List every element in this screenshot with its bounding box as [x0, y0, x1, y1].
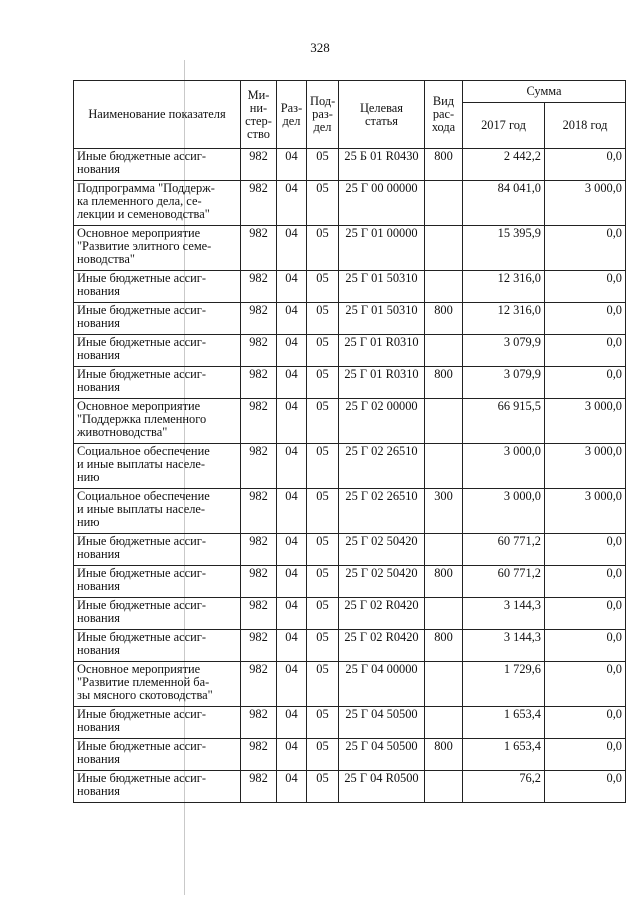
- row-sum-2017: 84 041,0: [463, 181, 545, 226]
- table-row: [74, 271, 626, 303]
- row-section: 04: [277, 226, 307, 271]
- row-sum-2018: 0,0: [545, 662, 626, 707]
- header-section: Раз- дел: [277, 81, 307, 149]
- row-sum-2017: 66 915,5: [463, 399, 545, 444]
- table-row: [74, 367, 626, 399]
- row-ministry: 982: [241, 444, 277, 489]
- row-sum-2017: 12 316,0: [463, 303, 545, 335]
- row-section: 04: [277, 399, 307, 444]
- row-name: Основное мероприятие "Развитие племенной ба- зы мясного скотоводства": [74, 662, 241, 707]
- row-expense-type: 800: [425, 739, 463, 771]
- row-sum-2017: 3 000,0: [463, 489, 545, 534]
- row-sum-2017: 3 144,3: [463, 598, 545, 630]
- row-section: 04: [277, 598, 307, 630]
- row-name: Социальное обеспечение и иные выплаты населе- нию: [74, 444, 241, 489]
- row-ministry: 982: [241, 489, 277, 534]
- row-section: 04: [277, 662, 307, 707]
- row-target: 25 Г 02 26510: [339, 489, 425, 534]
- row-subsection: 05: [307, 335, 339, 367]
- row-ministry: 982: [241, 149, 277, 181]
- row-sum-2018: 0,0: [545, 739, 626, 771]
- row-target: 25 Г 01 R0310: [339, 335, 425, 367]
- row-ministry: 982: [241, 630, 277, 662]
- row-name: Иные бюджетные ассиг- нования: [74, 367, 241, 399]
- row-sum-2017: 60 771,2: [463, 534, 545, 566]
- row-sum-2018: 0,0: [545, 598, 626, 630]
- row-name: Иные бюджетные ассиг- нования: [74, 303, 241, 335]
- row-ministry: 982: [241, 181, 277, 226]
- table-row: [74, 598, 626, 630]
- row-ministry: 982: [241, 662, 277, 707]
- row-ministry: 982: [241, 598, 277, 630]
- row-sum-2017: 2 442,2: [463, 149, 545, 181]
- row-target: 25 Г 01 00000: [339, 226, 425, 271]
- table-row: [74, 566, 626, 598]
- table-row: [74, 335, 626, 367]
- header-subsection: Под- раз- дел: [307, 81, 339, 149]
- row-section: 04: [277, 566, 307, 598]
- row-name: Основное мероприятие "Поддержка племенного животноводства": [74, 399, 241, 444]
- row-sum-2018: 0,0: [545, 367, 626, 399]
- table-row: [74, 149, 626, 181]
- table-row: [74, 489, 626, 534]
- header-year-2017: 2017 год: [463, 103, 545, 149]
- row-expense-type: 800: [425, 630, 463, 662]
- row-sum-2017: 1 729,6: [463, 662, 545, 707]
- row-name: Иные бюджетные ассиг- нования: [74, 598, 241, 630]
- row-sum-2018: 0,0: [545, 566, 626, 598]
- row-subsection: 05: [307, 771, 339, 803]
- row-subsection: 05: [307, 444, 339, 489]
- table-row: [74, 771, 626, 803]
- row-section: 04: [277, 149, 307, 181]
- row-target: 25 Г 01 R0310: [339, 367, 425, 399]
- row-expense-type: [425, 271, 463, 303]
- row-subsection: 05: [307, 707, 339, 739]
- row-subsection: 05: [307, 399, 339, 444]
- row-sum-2018: 0,0: [545, 271, 626, 303]
- row-subsection: 05: [307, 303, 339, 335]
- header-name: Наименование показателя: [74, 81, 241, 149]
- row-ministry: 982: [241, 271, 277, 303]
- row-name: Иные бюджетные ассиг- нования: [74, 707, 241, 739]
- row-expense-type: [425, 598, 463, 630]
- row-sum-2018: 0,0: [545, 534, 626, 566]
- row-sum-2017: 60 771,2: [463, 566, 545, 598]
- row-subsection: 05: [307, 598, 339, 630]
- table-row: [74, 303, 626, 335]
- row-section: 04: [277, 489, 307, 534]
- row-subsection: 05: [307, 367, 339, 399]
- row-target: 25 Г 01 50310: [339, 303, 425, 335]
- row-sum-2017: 12 316,0: [463, 271, 545, 303]
- row-target: 25 Г 01 50310: [339, 271, 425, 303]
- row-ministry: 982: [241, 739, 277, 771]
- row-subsection: 05: [307, 149, 339, 181]
- row-expense-type: [425, 444, 463, 489]
- header-ministry: Ми- ни- стер- ство: [241, 81, 277, 149]
- row-target: 25 Г 02 50420: [339, 534, 425, 566]
- table-row: [74, 630, 626, 662]
- row-name: Иные бюджетные ассиг- нования: [74, 771, 241, 803]
- row-section: 04: [277, 444, 307, 489]
- header-expense-type: Вид рас- хода: [425, 81, 463, 149]
- row-expense-type: [425, 226, 463, 271]
- row-name: Иные бюджетные ассиг- нования: [74, 566, 241, 598]
- row-expense-type: 300: [425, 489, 463, 534]
- row-sum-2018: 0,0: [545, 630, 626, 662]
- row-target: 25 Б 01 R0430: [339, 149, 425, 181]
- row-sum-2018: 3 000,0: [545, 489, 626, 534]
- row-sum-2018: 3 000,0: [545, 444, 626, 489]
- row-expense-type: [425, 707, 463, 739]
- row-target: 25 Г 02 R0420: [339, 598, 425, 630]
- row-section: 04: [277, 707, 307, 739]
- row-section: 04: [277, 181, 307, 226]
- row-section: 04: [277, 771, 307, 803]
- table-row: [74, 181, 626, 226]
- row-ministry: 982: [241, 226, 277, 271]
- row-section: 04: [277, 739, 307, 771]
- header-year-2018: 2018 год: [545, 103, 626, 149]
- row-target: 25 Г 04 50500: [339, 739, 425, 771]
- row-target: 25 Г 00 00000: [339, 181, 425, 226]
- table-row: [74, 662, 626, 707]
- row-ministry: 982: [241, 367, 277, 399]
- row-sum-2017: 3 079,9: [463, 335, 545, 367]
- budget-table: [73, 80, 626, 803]
- row-name: Иные бюджетные ассиг- нования: [74, 271, 241, 303]
- row-subsection: 05: [307, 566, 339, 598]
- table-row: [74, 226, 626, 271]
- row-subsection: 05: [307, 181, 339, 226]
- row-expense-type: [425, 771, 463, 803]
- table-row: [74, 739, 626, 771]
- row-name: Подпрограмма "Поддерж- ка племенного дела, се- лекции и семеноводства": [74, 181, 241, 226]
- row-expense-type: [425, 335, 463, 367]
- row-expense-type: 800: [425, 566, 463, 598]
- row-subsection: 05: [307, 630, 339, 662]
- table-row: [74, 399, 626, 444]
- row-section: 04: [277, 367, 307, 399]
- row-expense-type: 800: [425, 149, 463, 181]
- row-name: Иные бюджетные ассиг- нования: [74, 630, 241, 662]
- row-expense-type: [425, 662, 463, 707]
- row-expense-type: [425, 534, 463, 566]
- table-row: [74, 707, 626, 739]
- row-ministry: 982: [241, 771, 277, 803]
- row-sum-2017: 1 653,4: [463, 707, 545, 739]
- table-row: [74, 534, 626, 566]
- row-sum-2018: 3 000,0: [545, 181, 626, 226]
- row-target: 25 Г 02 50420: [339, 566, 425, 598]
- row-name: Иные бюджетные ассиг- нования: [74, 149, 241, 181]
- row-subsection: 05: [307, 489, 339, 534]
- row-ministry: 982: [241, 534, 277, 566]
- table-body: [74, 149, 626, 803]
- row-sum-2018: 0,0: [545, 303, 626, 335]
- row-sum-2017: 3 000,0: [463, 444, 545, 489]
- row-ministry: 982: [241, 707, 277, 739]
- row-name: Иные бюджетные ассиг- нования: [74, 534, 241, 566]
- row-name: Иные бюджетные ассиг- нования: [74, 335, 241, 367]
- row-section: 04: [277, 534, 307, 566]
- row-name: Основное мероприятие "Развитие элитного семе- новодства": [74, 226, 241, 271]
- row-target: 25 Г 04 50500: [339, 707, 425, 739]
- row-ministry: 982: [241, 335, 277, 367]
- row-name: Социальное обеспечение и иные выплаты населе- нию: [74, 489, 241, 534]
- row-sum-2017: 15 395,9: [463, 226, 545, 271]
- row-expense-type: [425, 399, 463, 444]
- row-sum-2018: 0,0: [545, 226, 626, 271]
- row-ministry: 982: [241, 566, 277, 598]
- page-number: 328: [310, 40, 330, 55]
- header-sum: Сумма: [463, 81, 626, 103]
- row-section: 04: [277, 630, 307, 662]
- row-section: 04: [277, 303, 307, 335]
- row-expense-type: [425, 181, 463, 226]
- row-sum-2018: 0,0: [545, 771, 626, 803]
- row-subsection: 05: [307, 226, 339, 271]
- row-target: 25 Г 04 00000: [339, 662, 425, 707]
- row-name: Иные бюджетные ассиг- нования: [74, 739, 241, 771]
- row-ministry: 982: [241, 303, 277, 335]
- row-target: 25 Г 02 R0420: [339, 630, 425, 662]
- row-sum-2017: 1 653,4: [463, 739, 545, 771]
- row-sum-2017: 3 144,3: [463, 630, 545, 662]
- row-sum-2017: 76,2: [463, 771, 545, 803]
- row-section: 04: [277, 271, 307, 303]
- row-sum-2018: 0,0: [545, 707, 626, 739]
- row-sum-2017: 3 079,9: [463, 367, 545, 399]
- row-sum-2018: 3 000,0: [545, 399, 626, 444]
- row-sum-2018: 0,0: [545, 149, 626, 181]
- row-target: 25 Г 02 26510: [339, 444, 425, 489]
- row-subsection: 05: [307, 739, 339, 771]
- header-target: Целевая статья: [339, 81, 425, 149]
- row-target: 25 Г 02 00000: [339, 399, 425, 444]
- row-section: 04: [277, 335, 307, 367]
- row-subsection: 05: [307, 534, 339, 566]
- row-expense-type: 800: [425, 367, 463, 399]
- row-expense-type: 800: [425, 303, 463, 335]
- row-subsection: 05: [307, 662, 339, 707]
- table-row: [74, 444, 626, 489]
- row-target: 25 Г 04 R0500: [339, 771, 425, 803]
- row-ministry: 982: [241, 399, 277, 444]
- row-subsection: 05: [307, 271, 339, 303]
- row-sum-2018: 0,0: [545, 335, 626, 367]
